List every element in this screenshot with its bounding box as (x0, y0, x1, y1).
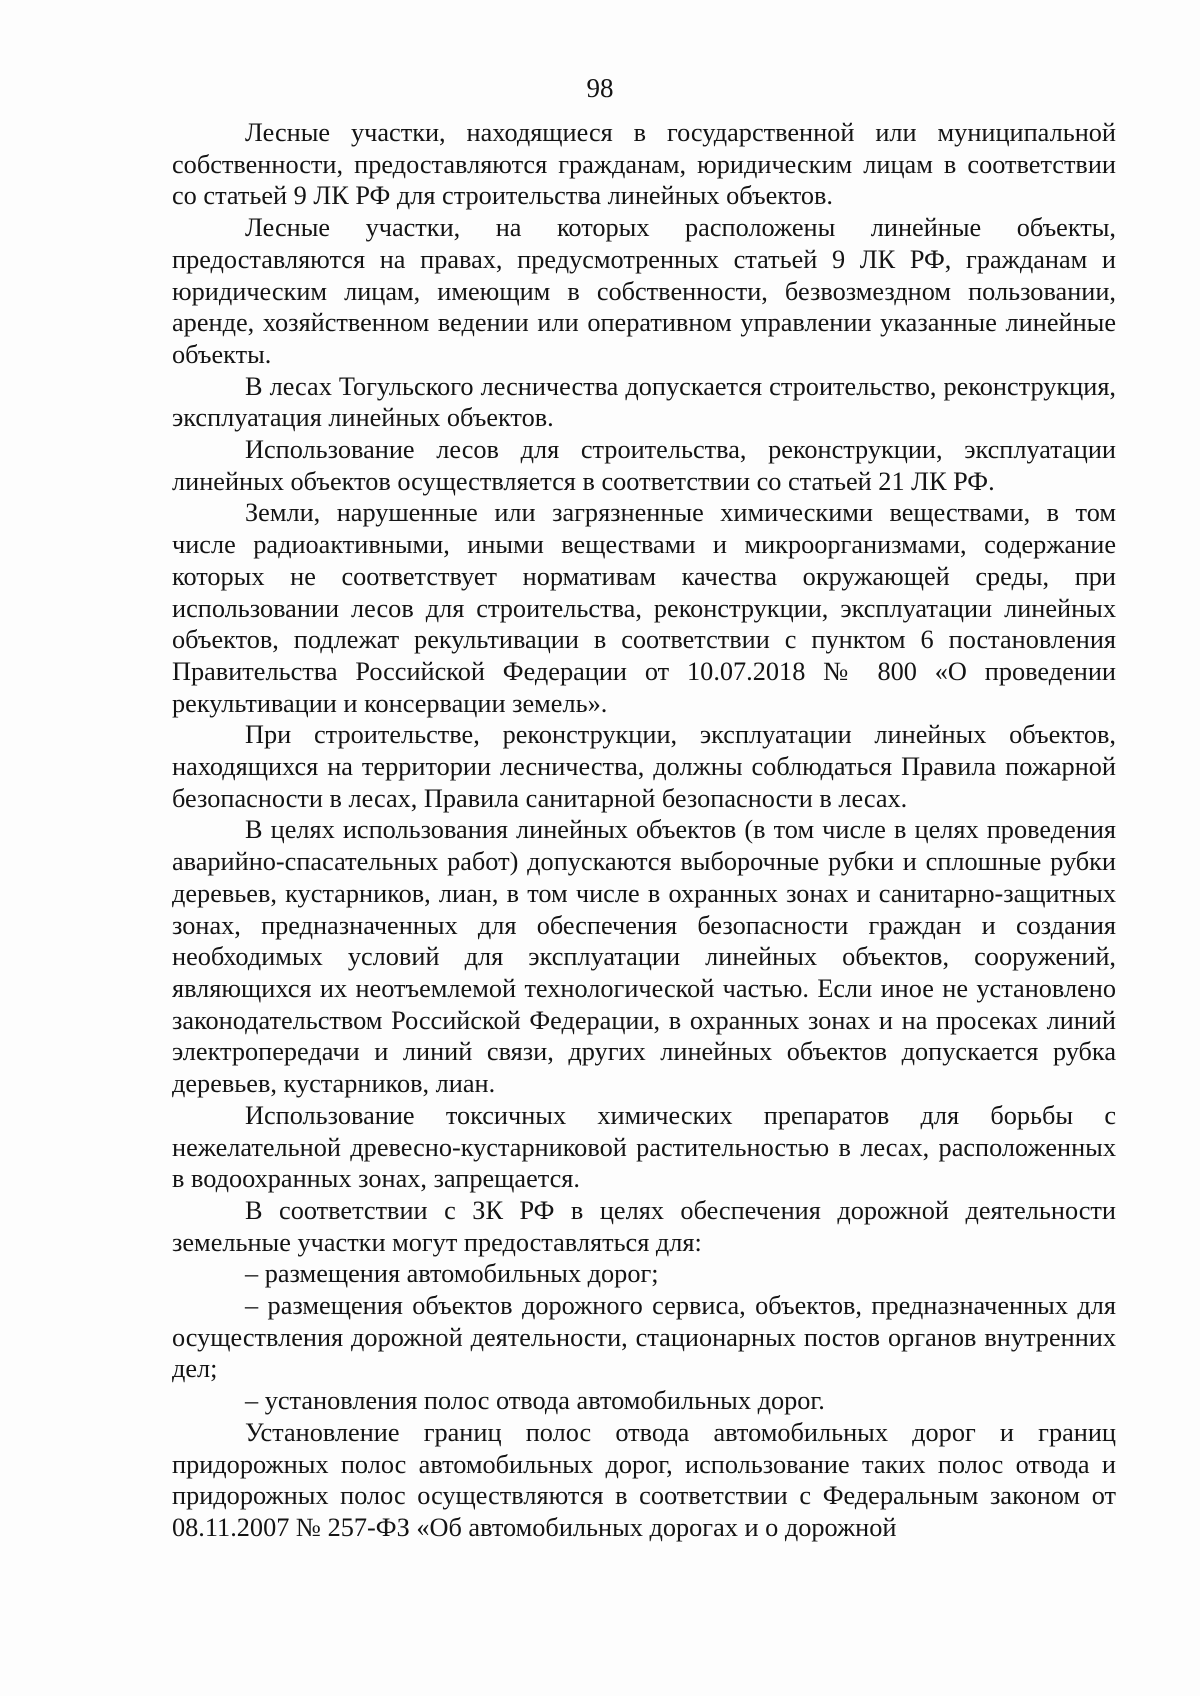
list-item: – размещения автомобильных дорог; (245, 1259, 659, 1289)
list-item: – установления полос отвода автомобильных дорог. (245, 1386, 825, 1416)
paragraph: В целях использования линейных объектов (в том числе в целях проведения аварийно-спасательных работ) допускаются выборочные рубки и сплошные рубки деревьев, кустарников, лиан, в том числе в охранных зонах и санитарно-защитных зонах, предназначенных для обеспечения безопасности граждан и создания необходимых условий для эксплуатации линейных объектов, сооружений, являющихся их неотъемлемой технологической частью. Если иное не установлено законодательством Российской Федерации, в охранных зонах и на просеках линий электропередачи и линий связи, других линейных объектов допускается рубка деревьев, кустарников, лиан. (172, 815, 1116, 1099)
paragraph: Лесные участки, на которых расположены линейные объекты, предоставляются на правах, предусмотренных статьей 9 ЛК РФ, гражданам и юридическим лицам, имеющим в собственности, безвозмездном пользовании, аренде, хозяйственном ведении или оперативном управлении указанные линейные объекты. (172, 213, 1116, 369)
paragraph: При строительстве, реконструкции, эксплуатации линейных объектов, находящихся на территории лесничества, должны соблюдаться Правила пожарной безопасности в лесах, Правила санитарной безопасности в лесах. (172, 720, 1116, 813)
paragraph: Использование токсичных химических препаратов для борьбы с нежелательной древесно-кустарниковой растительностью в лесах, расположенных в водоохранных зонах, запрещается. (172, 1100, 1116, 1194)
paragraph: В соответствии с ЗК РФ в целях обеспечения дорожной деятельности земельные участки могут предоставляться для: (172, 1195, 1116, 1257)
document-body (172, 117, 1116, 1544)
paragraph: В лесах Тогульского лесничества допускается строительство, реконструкция, эксплуатация линейных объектов. (172, 371, 1116, 433)
paragraph: Земли, нарушенные или загрязненные химическими веществами, в том числе радиоактивными, иными веществами и микроорганизмами, содержание которых не соответствует нормативам качества окружающей среды, при использовании лесов для строительства, реконструкции, эксплуатации линейных объектов, подлежат рекультивации в соответствии с пунктом 6 постановления Правительства Российской Федерации от 10.07.2018 № 800 «О проведении рекультивации и консервации земель». (172, 498, 1116, 718)
paragraph: Использование лесов для строительства, реконструкции, эксплуатации линейных объектов осуществляется в соответствии со статьей 21 ЛК РФ. (172, 435, 1116, 496)
page-number: 98 (586, 73, 614, 103)
paragraph: Установление границ полос отвода автомобильных дорог и границ придорожных полос автомобильных дорог, использование таких полос отвода и придорожных полос осуществляются в соответствии с Федеральным законом от 08.11.2007 № 257-ФЗ «Об автомобильных дорогах и о дорожной (172, 1417, 1116, 1542)
list-item: – размещения объектов дорожного сервиса, объектов, предназначенных для осуществления дорожной деятельности, стационарных постов органов внутренних дел; (172, 1291, 1116, 1384)
paragraph: Лесные участки, находящиеся в государственной или муниципальной собственности, предоставляются гражданам, юридическим лицам в соответствии со статьей 9 ЛК РФ для строительства линейных объектов. (172, 118, 1116, 211)
